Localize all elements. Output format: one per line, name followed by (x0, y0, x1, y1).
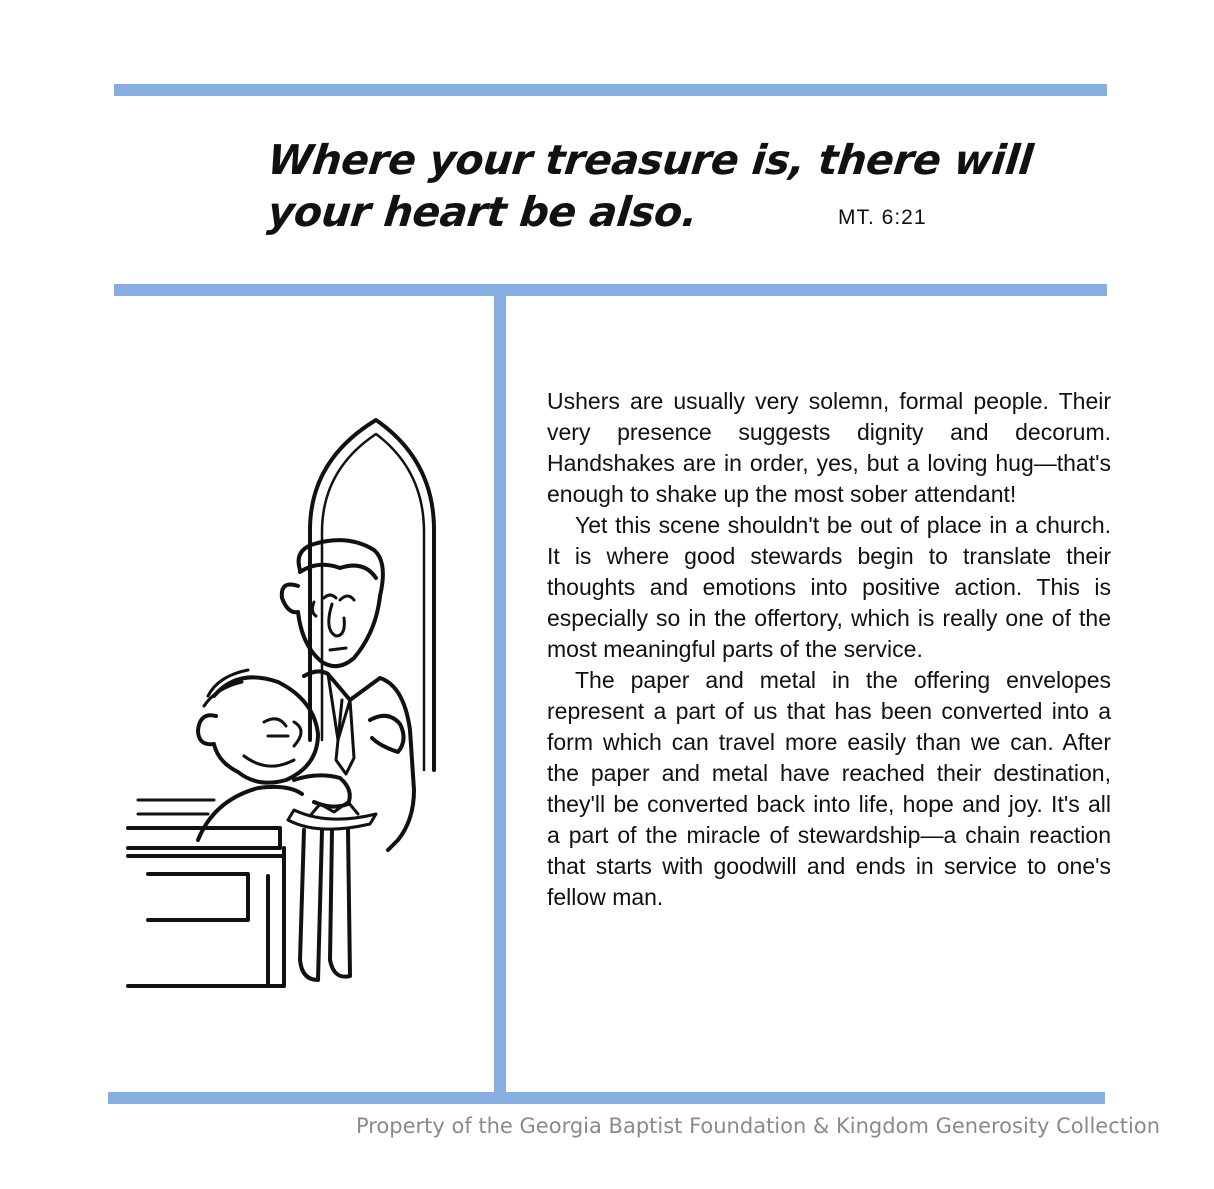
top-blue-rule (114, 84, 1107, 96)
middle-blue-rule (114, 284, 1107, 296)
paragraph-1: Ushers are usually very solemn, formal people. Their very presence suggests dignity and decorum. Handshakes are in order, yes, but a loving hug—that's enough to shake up the most sober attendant! (547, 388, 1111, 507)
verse-line-1: Where your treasure is, there will (265, 136, 1036, 184)
paragraph-2: Yet this scene shouldn't be out of place in a church. It is where good stewards begin to translate their thoughts and emotions into positive action. This is especially so in the offertory, which is really one of the most meaningful parts of the service. (547, 512, 1111, 662)
paragraph-3: The paper and metal in the offering envelopes represent a part of us that has been converted into a form which can travel more easily than we can. After the paper and metal have reached their destination, they'll be converted back into life, hope and joy. It's all a part of the miracle of stewardship—a chain reaction that starts with goodwill and ends in service to one's fellow man. (547, 667, 1111, 910)
verse-reference: MT. 6:21 (838, 206, 927, 229)
attribution-watermark: Property of the Georgia Baptist Foundation & Kingdom Generosity Collection (355, 1114, 1160, 1138)
usher-hugging-churchgoer-illustration (118, 400, 438, 1020)
verse-line-2: your heart be also. (265, 188, 700, 236)
body-copy (547, 386, 1111, 913)
offering-plate (288, 810, 376, 829)
usher-body (304, 671, 414, 850)
column-divider-rule (494, 290, 506, 1100)
bottom-blue-rule (108, 1092, 1105, 1104)
